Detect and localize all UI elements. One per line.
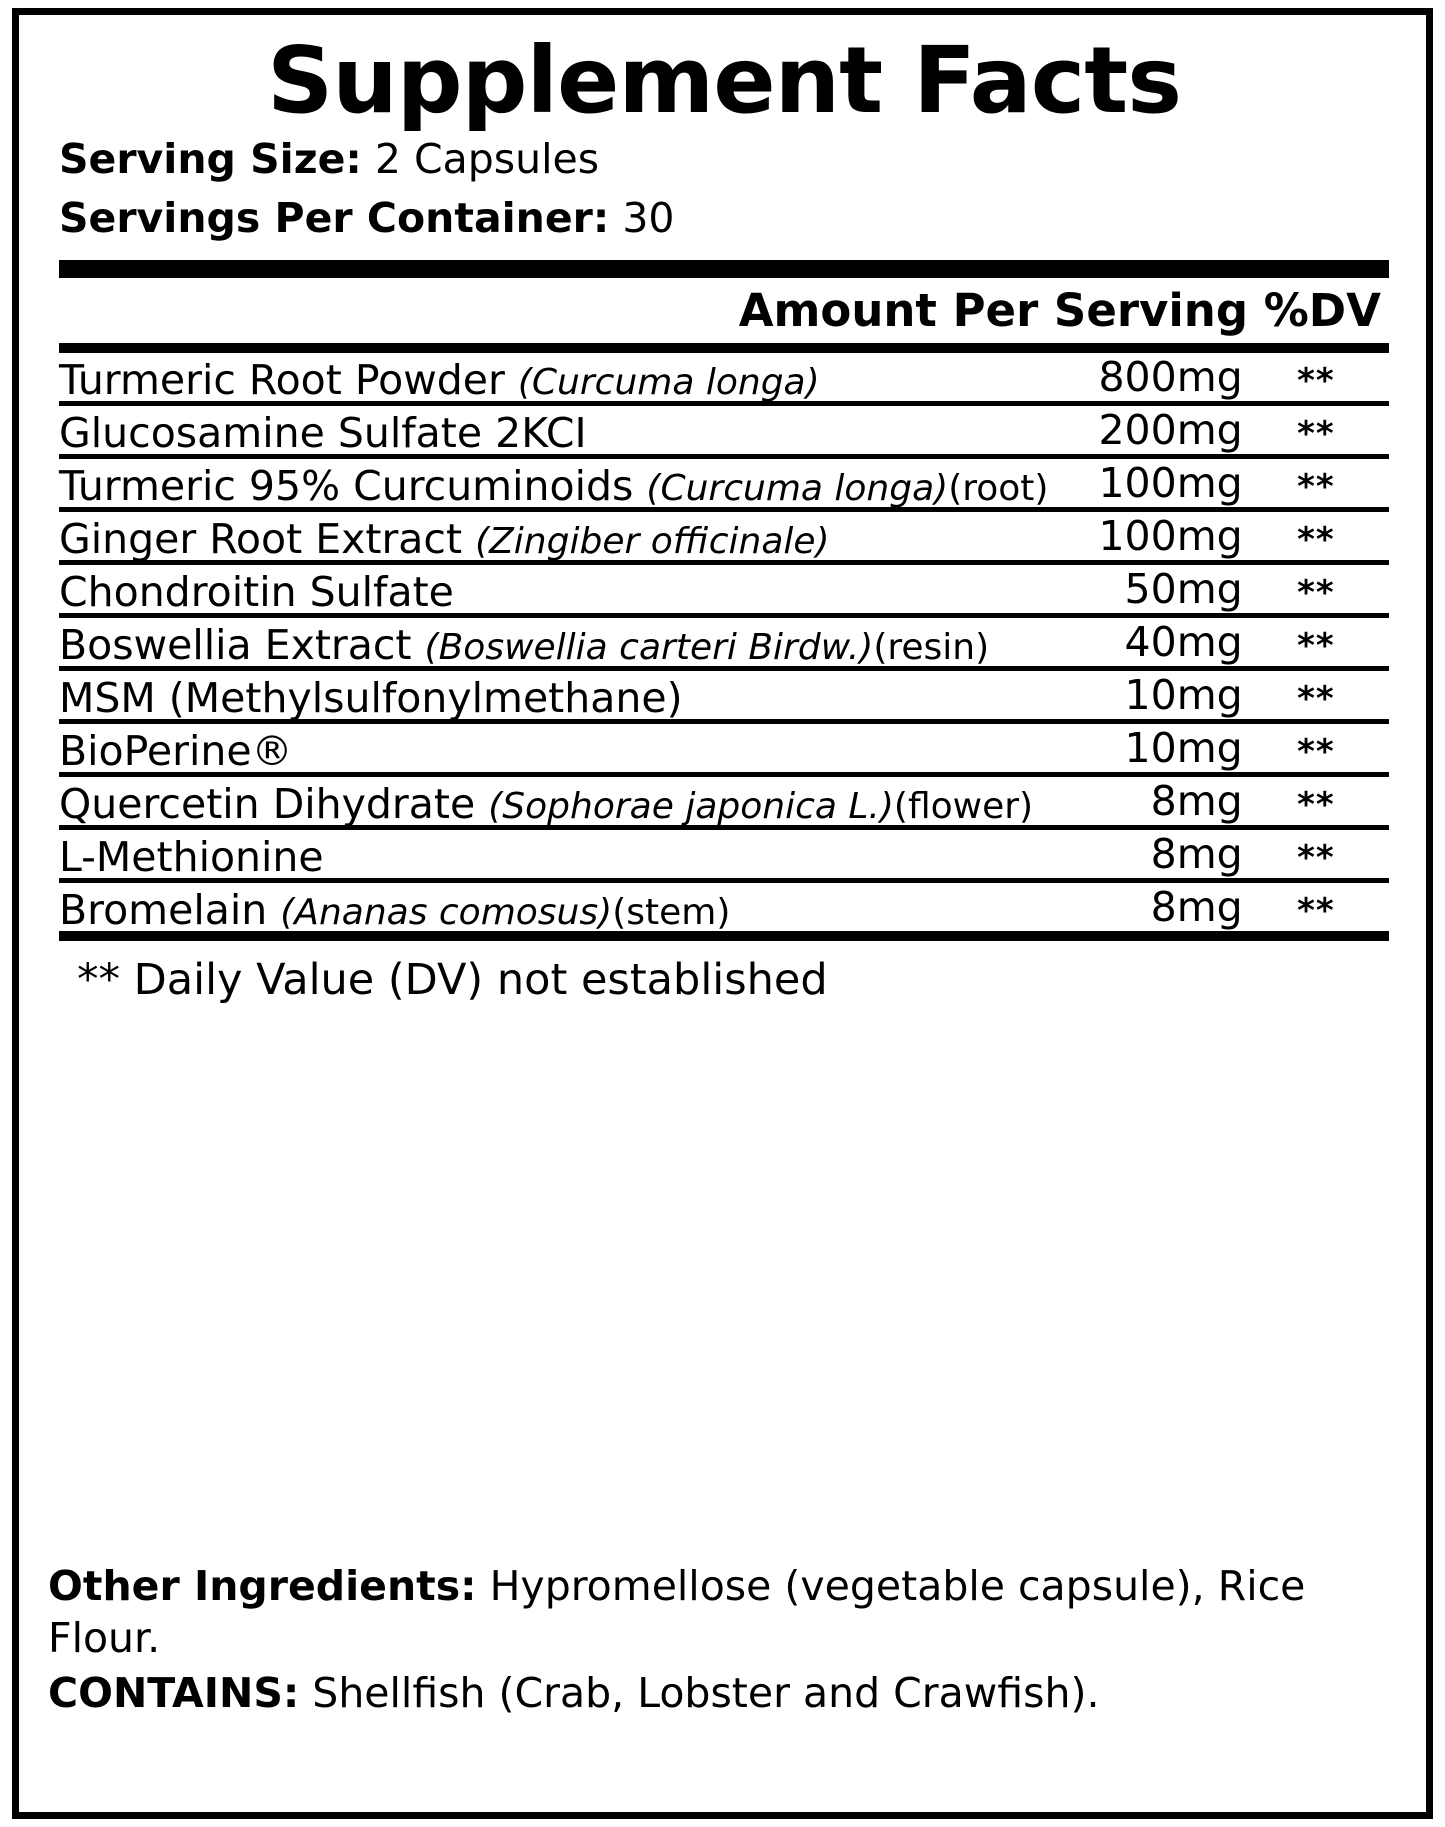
ingredient-dv: ** xyxy=(1297,467,1335,508)
ingredient-latin: (Curcuma longa) xyxy=(517,362,820,404)
page-title: Supplement Facts xyxy=(267,27,1181,134)
table-row xyxy=(59,565,1389,613)
ingredient-name: Turmeric Root Powder (Curcuma longa) xyxy=(59,356,820,405)
supplement-facts-panel xyxy=(12,8,1433,1819)
ingredient-name: Ginger Root Extract (Zingiber officinale) xyxy=(59,515,830,564)
ingredient-amount: 8mg xyxy=(1150,830,1243,879)
serving-size-line xyxy=(59,130,1389,189)
other-ingredients-block xyxy=(48,1560,1398,1719)
ingredient-part: (stem) xyxy=(612,892,731,934)
ingredient-latin: (Boswellia carteri Birdw.) xyxy=(424,627,874,669)
ingredient-latin: (Zingiber officinale) xyxy=(475,521,830,563)
ingredient-latin: (Ananas comosus) xyxy=(280,892,613,934)
ingredient-name: Boswellia Extract (Boswellia carteri Birdw.)(resin) xyxy=(59,621,990,670)
servings-per-container-value: 30 xyxy=(622,194,675,243)
ingredient-amount: 100mg xyxy=(1098,459,1243,508)
table-row xyxy=(59,353,1389,401)
other-ingredients-value: Hypromellose (vegetable capsule), Rice Flour. xyxy=(48,1562,1306,1663)
ingredient-dv: ** xyxy=(1297,891,1335,932)
ingredient-dv: ** xyxy=(1297,626,1335,667)
ingredient-name: BioPerine® xyxy=(59,727,293,776)
ingredients-table-body xyxy=(59,353,1389,935)
contains-value: Shellfish (Crab, Lobster and Crawfish). xyxy=(299,1668,1100,1717)
ingredient-dv: ** xyxy=(1297,785,1335,826)
ingredient-latin: (Sophorae japonica L.) xyxy=(488,786,894,828)
ingredient-amount: 40mg xyxy=(1124,618,1243,667)
ingredient-amount: 8mg xyxy=(1150,883,1243,932)
other-ingredients-line xyxy=(48,1560,1398,1665)
ingredient-name: L-Methionine xyxy=(59,833,324,882)
table-row xyxy=(59,777,1389,825)
ingredient-amount: 200mg xyxy=(1098,406,1243,455)
supplement-facts-content xyxy=(59,27,1389,1017)
ingredients-table xyxy=(59,353,1389,935)
ingredient-latin: (Curcuma longa) xyxy=(646,468,949,510)
ingredient-amount: 8mg xyxy=(1150,777,1243,826)
ingredient-dv: ** xyxy=(1297,679,1335,720)
serving-size-value: 2 Capsules xyxy=(374,134,600,183)
ingredient-dv: ** xyxy=(1297,414,1335,455)
ingredient-amount: 800mg xyxy=(1098,353,1243,402)
servings-per-container-label: Servings Per Container: xyxy=(59,194,610,243)
divider-thick-top xyxy=(59,260,1389,278)
table-row xyxy=(59,512,1389,560)
table-row xyxy=(59,459,1389,507)
contains-line xyxy=(48,1667,1398,1719)
ingredient-part: (resin) xyxy=(873,627,990,669)
amount-per-serving-header: Amount Per Serving %DV xyxy=(738,284,1381,338)
daily-value-footnote: ** Daily Value (DV) not established xyxy=(77,955,828,1006)
ingredient-amount: 50mg xyxy=(1124,565,1243,614)
ingredient-part: (flower) xyxy=(893,786,1034,828)
ingredient-name: Glucosamine Sulfate 2KCI xyxy=(59,409,587,458)
ingredient-dv: ** xyxy=(1297,361,1335,402)
ingredient-dv: ** xyxy=(1297,520,1335,561)
table-row xyxy=(59,883,1389,931)
table-row xyxy=(59,406,1389,454)
table-row xyxy=(59,830,1389,878)
divider-mid-header xyxy=(59,343,1389,353)
table-row xyxy=(59,724,1389,772)
ingredient-dv: ** xyxy=(1297,838,1335,879)
servings-per-container-line xyxy=(59,189,1389,248)
ingredient-amount: 10mg xyxy=(1124,671,1243,720)
ingredient-name: Bromelain (Ananas comosus)(stem) xyxy=(59,886,731,935)
other-ingredients-label: Other Ingredients: xyxy=(48,1562,477,1610)
contains-label: CONTAINS: xyxy=(48,1668,300,1717)
serving-size-label: Serving Size: xyxy=(59,134,362,183)
ingredient-part: (root) xyxy=(948,468,1049,510)
table-row xyxy=(59,618,1389,666)
ingredient-dv: ** xyxy=(1297,573,1335,614)
ingredient-name: Turmeric 95% Curcuminoids (Curcuma longa)(root) xyxy=(59,462,1049,511)
ingredient-name: MSM (Methylsulfonylmethane) xyxy=(59,674,683,723)
ingredient-amount: 10mg xyxy=(1124,724,1243,773)
ingredient-dv: ** xyxy=(1297,732,1335,773)
ingredient-name: Quercetin Dihydrate (Sophorae japonica L.)(flower) xyxy=(59,780,1034,829)
table-row xyxy=(59,671,1389,719)
ingredient-name: Chondroitin Sulfate xyxy=(59,568,454,617)
ingredient-amount: 100mg xyxy=(1098,512,1243,561)
